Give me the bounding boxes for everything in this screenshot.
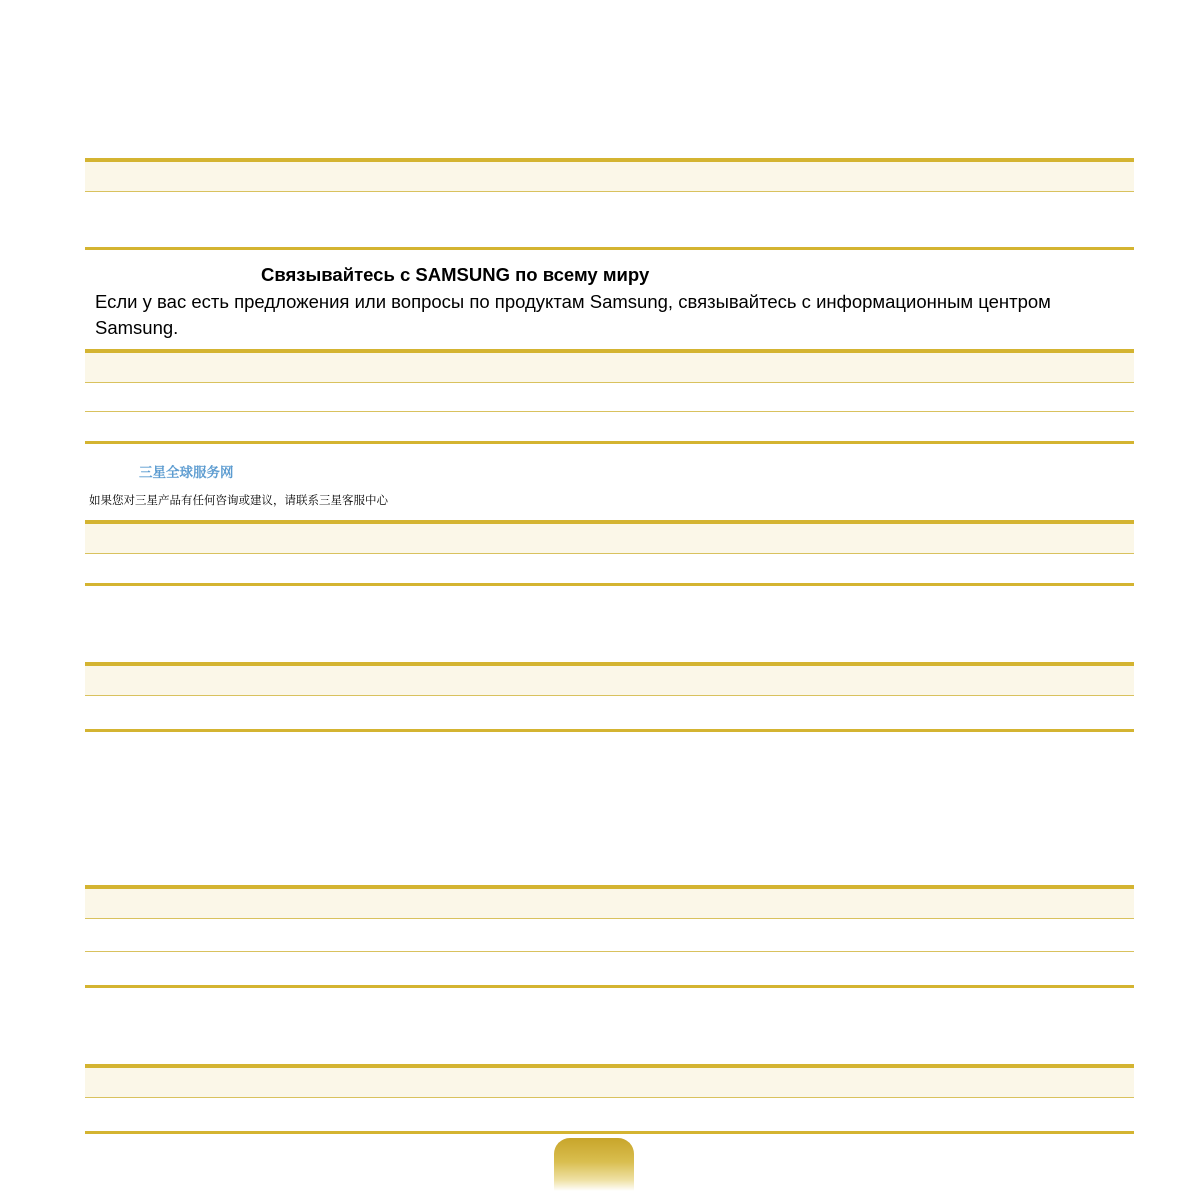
table-row (85, 554, 1134, 583)
table-header-row (85, 666, 1134, 696)
table-header-row (85, 889, 1134, 919)
contact-table-6 (85, 1064, 1134, 1134)
table-row (85, 192, 1134, 247)
contact-table-1 (85, 158, 1134, 250)
contact-table-5 (85, 885, 1134, 988)
table-row (85, 1098, 1134, 1131)
table-row (85, 383, 1134, 412)
table-header-row (85, 1068, 1134, 1098)
contact-table-4 (85, 662, 1134, 732)
table-header-row (85, 353, 1134, 383)
table-row (85, 696, 1134, 729)
section-title-china: 三星全球服务网 (139, 465, 234, 481)
section-body-russia: Если у вас есть предложения или вопросы по продуктам Samsung, связывайтесь с информационным центром Samsung. (95, 291, 1051, 338)
contact-table-2 (85, 349, 1134, 444)
table-row (85, 919, 1134, 952)
section-title-russia: Связывайтесь с SAMSUNG по всему миру (261, 264, 650, 285)
section-body-china: 如果您对三星产品有任何咨询或建议，请联系三星客服中心 (89, 493, 388, 507)
page-number-tab (554, 1138, 634, 1191)
contact-table-3 (85, 520, 1134, 586)
table-row (85, 412, 1134, 441)
table-header-row (85, 162, 1134, 192)
table-row (85, 952, 1134, 985)
table-header-row (85, 524, 1134, 554)
